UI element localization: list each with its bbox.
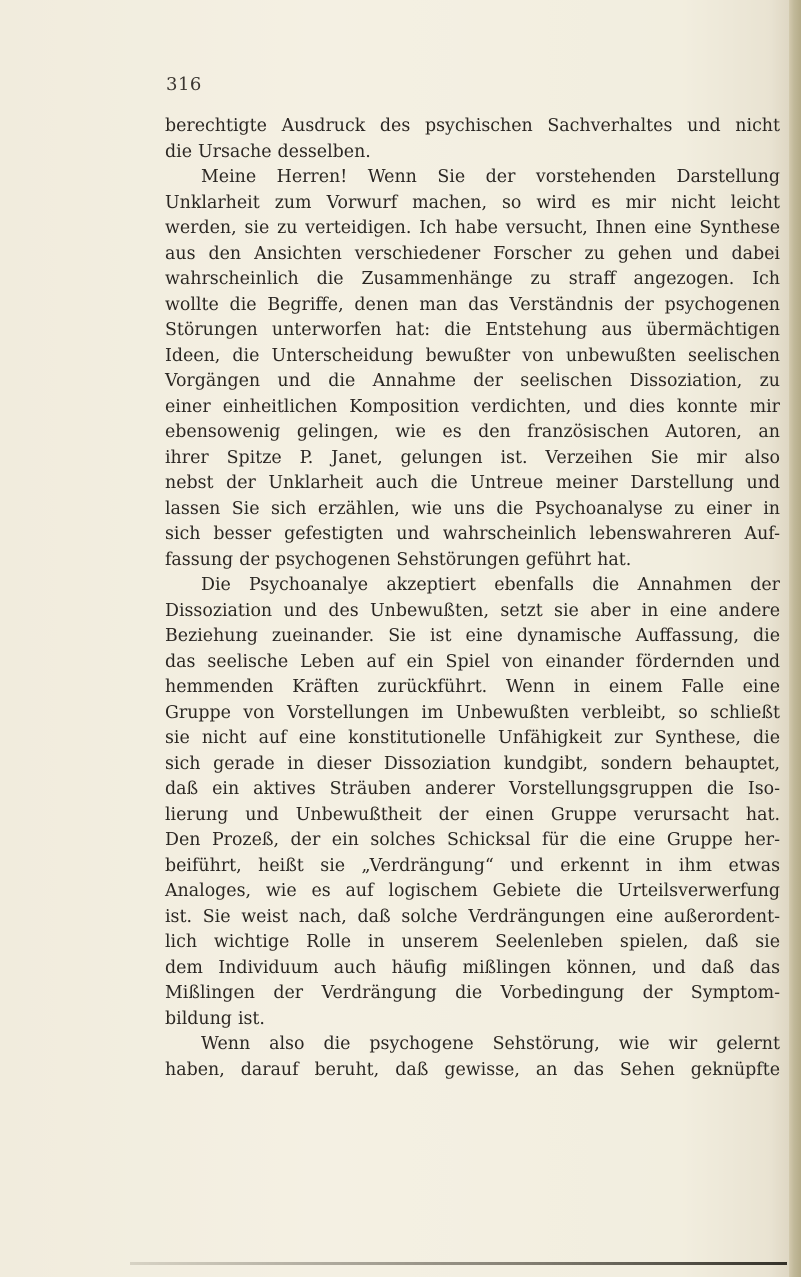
text-line: Mißlingen der Verdrängung die Vorbedingung der Symptom- (165, 983, 780, 1003)
text-line: lierung und Unbewußtheit der einen Gruppe verursacht hat. (165, 804, 780, 825)
page-edge-shadow (789, 0, 801, 1277)
text-line: hemmenden Kräften zurückführt. Wenn in einem Falle eine (165, 677, 780, 697)
text-line: ebensowenig gelingen, wie es den französischen Autoren, an (165, 422, 780, 442)
text-line: Ideen, die Unterscheidung bewußter von unbewußten seelischen (165, 345, 780, 366)
text-line: Gruppe von Vorstellungen im Unbewußten verbleibt, so schließt (165, 702, 780, 723)
text-line: Den Prozeß, der ein solches Schicksal für die eine Gruppe her- (165, 830, 780, 850)
text-line: berechtigte Ausdruck des psychischen Sachverhaltes und nicht (165, 116, 780, 136)
text-line: die Ursache desselben. (165, 141, 371, 162)
text-line: das seelische Leben auf ein Spiel von einander fördernden und (165, 651, 780, 672)
text-line: wollte die Begriffe, denen man das Verständnis der psychogenen (165, 294, 780, 315)
text-line: werden, sie zu verteidigen. Ich habe versucht, Ihnen eine Synthese (165, 218, 780, 238)
text-line: Beziehung zueinander. Sie ist eine dynamische Auffassung, die (165, 626, 780, 646)
text-line: ihrer Spitze P. Janet, gelungen ist. Verzeihen Sie mir also (165, 447, 780, 468)
text-line: Die Psychoanalye akzeptiert ebenfalls die Annahmen der (201, 575, 780, 595)
body-text (165, 114, 780, 1083)
page-bottom-rule (130, 1262, 787, 1265)
text-line: Meine Herren! Wenn Sie der vorstehenden Darstellung (201, 167, 780, 187)
text-line: Wenn also die psychogene Sehstörung, wie wir gelernt (201, 1034, 780, 1054)
text-line: sie nicht auf eine konstitutionelle Unfähigkeit zur Synthese, die (165, 728, 780, 748)
text-line: sich besser gefestigten und wahrscheinlich lebenswahreren Auf- (165, 524, 780, 544)
text-line: Dissoziation und des Unbewußten, setzt sie aber in eine andere (165, 600, 780, 621)
text-line: ist. Sie weist nach, daß solche Verdrängungen eine außerordent- (165, 906, 780, 927)
text-line: lassen Sie sich erzählen, wie uns die Psychoanalyse zu einer in (165, 498, 780, 519)
text-line: fassung der psychogenen Sehstörungen geführt hat. (165, 549, 632, 570)
text-line: bildung ist. (165, 1008, 265, 1029)
page-number: 316 (166, 74, 202, 95)
text-line: Störungen unterworfen hat: die Entstehung aus übermächtigen (165, 320, 780, 340)
text-line: nebst der Unklarheit auch die Untreue meiner Darstellung und (165, 473, 780, 493)
text-line: Unklarheit zum Vorwurf machen, so wird es mir nicht leicht (165, 192, 780, 213)
text-line: Analoges, wie es auf logischem Gebiete die Urteilsverwerfung (165, 881, 780, 901)
text-line: Vorgängen und die Annahme der seelischen Dissoziation, zu (165, 371, 780, 391)
text-line: aus den Ansichten verschiedener Forscher zu gehen und dabei (165, 243, 780, 264)
text-line: sich gerade in dieser Dissoziation kundgibt, sondern behauptet, (165, 753, 780, 774)
text-line: beiführt, heißt sie „Verdrängung“ und erkennt in ihm etwas (165, 855, 780, 876)
text-line: daß ein aktives Sträuben anderer Vorstellungsgruppen die Iso- (165, 779, 780, 799)
text-line: einer einheitlichen Komposition verdichten, und dies konnte mir (165, 396, 780, 417)
text-line: wahrscheinlich die Zusammenhänge zu straff angezogen. Ich (165, 269, 780, 289)
text-line: haben, darauf beruht, daß gewisse, an das Sehen geknüpfte (165, 1059, 780, 1080)
text-line: lich wichtige Rolle in unserem Seelenleben spielen, daß sie (165, 932, 780, 952)
text-line: dem Individuum auch häufig mißlingen können, und daß das (165, 957, 780, 978)
